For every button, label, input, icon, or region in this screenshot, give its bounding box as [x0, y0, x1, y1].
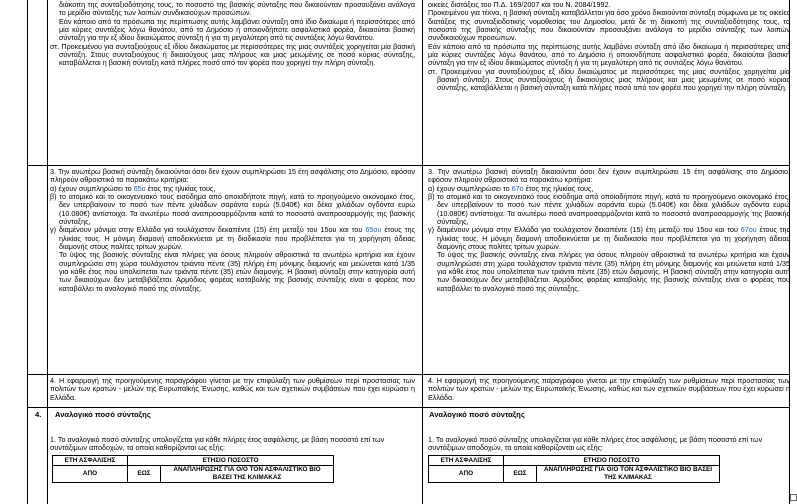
section-text-left: 1. Το αναλογικό ποσό σύνταξης υπολογίζεται για κάθε πλήρες έτος ασφάλισης, με βάση ποσοστό επί των συντάξιμων αποδοχών, τα οποία καθορίζονται ως εξής:	[50, 435, 385, 453]
row-divider-3	[27, 407, 790, 408]
section-title-left: Αναλογικό ποσό σύνταξης	[55, 410, 151, 419]
right-upper-p1: οικείες διατάξεις του Π.Δ. 169/2007 και του Ν. 2084/1992.	[428, 0, 611, 9]
table-border-left	[27, 0, 28, 504]
right-mid-a: α) έχουν συμπληρώσει το 67ο έτος της ηλικίας τους,	[428, 183, 594, 193]
table-border-middle	[422, 0, 423, 504]
left-mid-b: β) το ατομικό και το οικογενειακό τους εισόδημα από οποιαδήποτε πηγή, κατά το προηγούμενο οικονομικό έτος, δεν υπερβαίνουν το ποσό των πέντε χιλιάδων σαράντα ευρώ (5.040€) και δέκα χιλιάδων ογδόντα ευρώ (10.080€) αντίστοιχα. Τα ανωτέρω ποσά αναπροσαρμόζονται κατά το ποσοστό αναπροσαρμογής της βασικής σύνταξης,	[50, 192, 415, 227]
right-mid-c: γ) διαμένουν μόνιμα στην Ελλάδα για τουλάχιστον δεκαπέντε (15) έτη μεταξύ του 15ου και του 67ου έτους της ηλικίας τους. Η μόνιμη διαμονή αποδεικνύεται με τη διαδικασία που προβλέπεται για τη χορήγηση άδειας διαμονής στους πολίτες τρίτων χωρών.	[428, 225, 790, 252]
right-mid-intro: 3. Την ανωτέρω βασική σύνταξη δικαιούνται όσοι δεν έχουν συμπληρώσει 15 έτη ασφάλισης στο Δημόσιο, εφόσον πληρούν αθροιστικά τα παρακάτω κριτήρια:	[428, 167, 790, 185]
left-upper-p3: στ. Προκειμένου για συνταξιούχους εξ ιδίου δικαιώματος με περισσότερες της μιας συντάξεις χορηγείται μία βασική σύνταξη. Στους συνταξιούχους ή δικαιούχους μιας πλήρους και μιας μειωμένης σε ποσό κύριας σύνταξης, καταβάλλεται η βασική σύνταξη κατά πλήρες ποσό από τον φορέα που χορηγεί την πλήρη σύνταξη.	[50, 41, 415, 68]
left-mid-intro: 3. Την ανωτέρω βασική σύνταξη δικαιούνται όσοι δεν έχουν συμπληρώσει 15 έτη ασφάλισης στο Δημόσιο, εφόσον πληρούν αθροιστικά τα παρακάτω κριτήρια:	[50, 167, 415, 185]
left-low-block	[50, 377, 415, 402]
rates-table-left	[52, 455, 334, 483]
right-low-block	[428, 377, 790, 402]
right-mid-block	[428, 168, 790, 293]
header-years: ΕΤΗ ΑΣΦΑΛΙΣΗΣ	[53, 456, 128, 466]
right-upper-p3: Εάν κάποιο από τα πρόσωπα της περίπτωσης αυτής λαμβάνει σύνταξη από ίδιο δικαίωμα ή περισσότερες από μία κύριες συντάξεις λόγω θανάτου, από το Δημόσιο ή οποιονδήποτε ασφαλιστικό φορέα, δικαιούται βασική σύνταξη για την εξ ιδίου δικαιώματος σύνταξη ή για τη μεγαλύτερη από τις συντάξεις λόγω θανάτου.	[428, 41, 790, 68]
header-scale: ΑΝΑΠΛΗΡΩΣΗΣ ΓΙΑ Ο/Ο ΤΟΝ ΑΣΦΑΛΙΣΤΙΚΟ ΒΙΟ ΒΑΣΕΙ ΤΗΣ ΚΛΙΜΑΚΑΣ	[161, 466, 334, 483]
left-mid-a: α) έχουν συμπληρώσει το 65ο έτος της ηλικίας τους,	[50, 183, 216, 193]
table-border-number-col	[47, 0, 48, 504]
header-to: ΕΩΣ	[504, 466, 537, 483]
header-from: ΑΠΟ	[53, 466, 128, 483]
header-rate: ΕΤΗΣΙΟ ΠΟΣΟΣΤΟ	[128, 456, 334, 466]
header-scale: ΑΝΑΠΛΗΡΩΣΗΣ ΓΙΑ Ο/Ο ΤΟΝ ΑΣΦΑΛΙΣΤΙΚΟ ΒΙΟ ΒΑΣΕΙ ΤΗΣ ΚΛΙΜΑΚΑΣ	[537, 466, 720, 483]
right-upper-p4: στ. Προκειμένου για συνταξιούχους εξ ιδίου δικαιώματος με περισσότερες της μιας συντάξεις χορηγείται μία βασική σύνταξη. Στους συνταξιούχους ή δικαιούχους μιας πλήρους και μιας μειωμένης σε ποσό κύριας σύνταξης, καταβάλλεται η βασική σύνταξη κατά πλήρες ποσό από τον φορέα που χορηγεί την πλήρη σύνταξη.	[428, 66, 790, 93]
right-upper-block	[428, 1, 790, 93]
row-divider-2	[27, 374, 790, 375]
section-title-right: Αναλογικό ποσό σύνταξης	[429, 410, 525, 419]
section-text-right: 1. Το αναλογικό ποσό σύνταξης υπολογίζεται για κάθε πλήρες έτος ασφάλισης, με βάση ποσοστό επί των συντάξιμων αποδοχών, τα οποία καθορίζονται ως εξής:	[428, 435, 763, 453]
header-rate: ΕΤΗΣΙΟ ΠΟΣΟΣΤΟ	[504, 456, 720, 466]
left-upper-block	[50, 1, 415, 68]
left-mid-c: γ) διαμένουν μόνιμα στην Ελλάδα για τουλάχιστον δεκαπέντε (15) έτη μεταξύ του 15ου και του 65ου έτους της ηλικίας τους. Η μόνιμη διαμονή αποδεικνύεται με τη διαδικασία που προβλέπεται για τη χορήγηση άδειας διαμονής στους πολίτες τρίτων χωρών.	[50, 225, 415, 252]
right-upper-p2: Προκειμένου για τέκνα, η βασική σύνταξη καταβάλλεται για όσο χρόνο δικαιούνται σύνταξη σύμφωνα με τις οικείες διατάξεις της συνταξιοδοτικής νομοθεσίας του Δημοσίου, μετά δε τη διακοπή της συνταξιοδότησης τους, το ποσοστό της βασικής σύνταξης που δικαιούνταν προσαυξάνει ανάλογα το μερίδιο σύνταξης των λοιπών συνδικαιούχων προσώπων.	[428, 8, 790, 43]
header-years: ΕΤΗ ΑΣΦΑΛΙΣΗΣ	[429, 456, 504, 466]
header-to: ΕΩΣ	[128, 466, 161, 483]
right-mid-d: Το ύψος της βασικής σύνταξης είναι πλήρες για όσους πληρούν αθροιστικά τα ανωτέρω κριτήρια και έχουν συμπληρώσει στη χώρα τουλάχιστον τριάντα πέντε (35) πλήρη έτη μόνιμης διαμονής και μειώνεται κατά 1/35 για κάθε έτος που υπολείπεται των τριάντα πέντε (35) ετών διαμονής. Η βασική σύνταξη στην κατηγορία αυτή των δικαιούχων δεν μεταβιβάζεται. Αρμόδιος φορέας καταβολής της βασικής σύνταξης είναι ο φορέας που καταβάλλει το αναλογικό ποσό της σύνταξης.	[437, 250, 790, 293]
left-mid-block	[50, 168, 415, 293]
left-mid-d: Το ύψος της βασικής σύνταξης είναι πλήρες για όσους πληρούν αθροιστικά τα ανωτέρω κριτήρια και έχουν συμπληρώσει στη χώρα τουλάχιστον τριάντα πέντε (35) πλήρη έτη μόνιμης διαμονής και μειώνεται κατά 1/35 για κάθε έτος που υπολείπεται των τριάντα πέντε (35) ετών διαμονής. Η βασική σύνταξη στην κατηγορία αυτή των δικαιούχων δεν μεταβιβάζεται. Αρμόδιος φορέας καταβολής της βασικής σύνταξης είναι ο φορέας που καταβάλλει το αναλογικό ποσό της σύνταξης.	[59, 250, 415, 293]
left-upper-p1: διάκοπη της συνταξιοδότησης τους, το ποσοστό της βασικής σύνταξης που δικαιούνταν προσαυξάνει ανάλογα το μερίδιο σύνταξης των λοιπών συνδικαιούχων προσώπων.	[59, 0, 415, 18]
table-resize-handle[interactable]	[790, 494, 797, 501]
header-from: ΑΠΟ	[429, 466, 504, 483]
right-mid-b: β) το ατομικό και το οικογενειακό τους εισόδημα από οποιαδήποτε πηγή, κατά το προηγούμενο οικονομικό έτος, δεν υπερβαίνουν το ποσό των πέντε χιλιάδων σαράντα ευρώ (5.040€) και δέκα χιλιάδων ογδόντα ευρώ (10.080€) αντίστοιχα. Τα ανωτέρω ποσά αναπροσαρμόζονται κατά το ποσοστό αναπροσαρμογής της βασικής σύνταξης,	[428, 192, 790, 227]
left-low-p4: 4. Η εφαρμογή της προηγούμενης παραγράφου γίνεται με την επιφύλαξη των ρυθμίσεων περί προστασίας των πολιτών των κρατών - μελών της Ευρωπαϊκής Ένωσης, καθώς και των σχετικών συμβάσεων που έχει κυρώσει η Ελλάδα.	[50, 376, 415, 402]
rates-table-right	[428, 455, 720, 483]
left-upper-p2: Εάν κάποιο από τα πρόσωπα της περίπτωσης αυτής λαμβάνει σύνταξη από ίδιο δικαίωμα ή περισσότερες από μία κύριες συντάξεις λόγω θανάτου, από το Δημόσιο ή οποιονδήποτε ασφαλιστικό φορέα, δικαιούται βασική σύνταξη για την εξ ιδίου δικαιώματος σύνταξη ή για τη μεγαλύτερη από τις συντάξεις λόγω θανάτου.	[59, 16, 415, 43]
row-divider-1	[27, 165, 790, 166]
section-number: 4.	[35, 410, 42, 419]
right-low-p4: 4. Η εφαρμογή της προηγούμενης παραγράφου γίνεται με την επιφύλαξη των ρυθμίσεων περί προστασίας των πολιτών των κρατών - μελών της Ευρωπαϊκής Ένωσης, καθώς και των σχετικών συμβάσεων που έχει κυρώσει η Ελλάδα.	[428, 376, 790, 402]
